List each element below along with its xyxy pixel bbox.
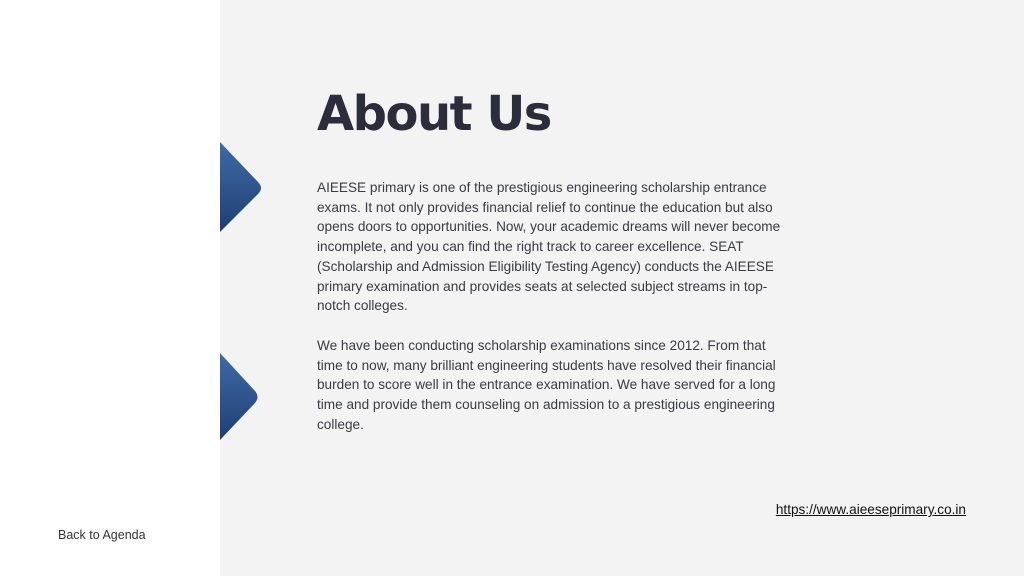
page-title: About Us (317, 86, 551, 142)
about-paragraph-1: AIEESE primary is one of the prestigious engineering scholarship entrance exams. It not only provides financial relief to continue the education but also opens doors to opportunities. Now, your academic dreams will never become incomplete, and you can find the right track to career excellence. SEAT (Scholarship and Admission Eligibility Testing Agency) conducts the AIEESE primary examination and provides seats at selected subject streams in top- notch colleges. (317, 180, 781, 314)
left-panel (0, 0, 220, 576)
chevron-right-icon (220, 353, 262, 441)
chevron-right-icon (220, 142, 266, 234)
about-paragraph-2: We have been conducting scholarship examinations since 2012. From that time to now, many brilliant engineering students have resolved their financial burden to score well in the entrance examination. We have served for a long time and provide them counseling on admission to a prestigious engineering college. (317, 338, 776, 432)
back-to-agenda-link[interactable]: Back to Agenda (58, 528, 146, 542)
website-link[interactable]: https://www.aieeseprimary.co.in (775, 502, 966, 517)
